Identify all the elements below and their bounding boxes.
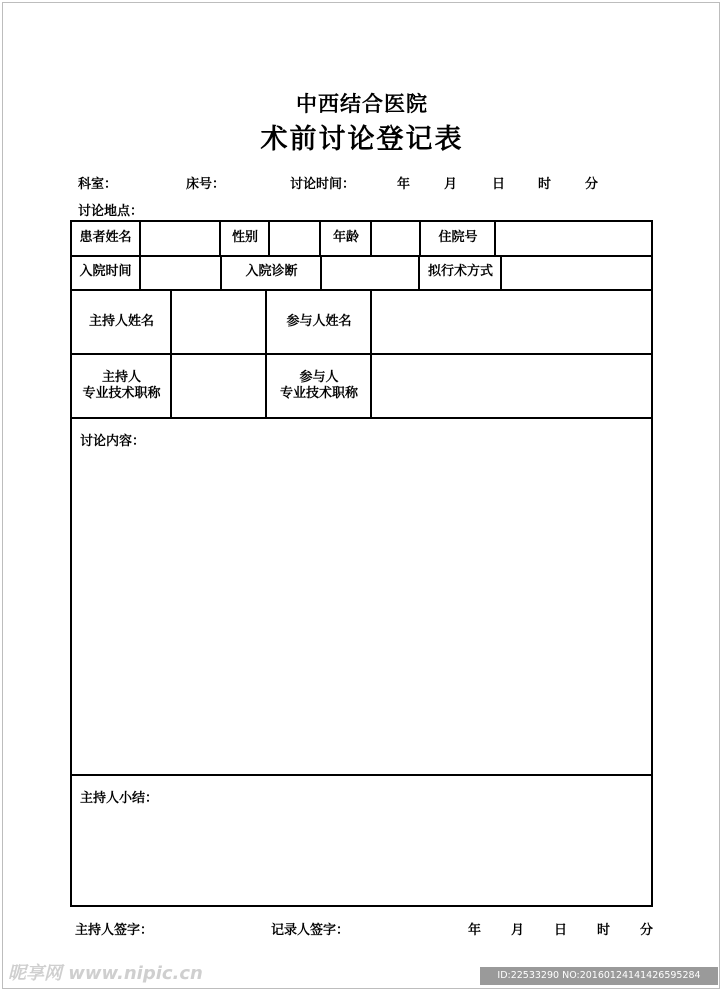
table-line xyxy=(70,220,653,222)
host-summary-label: 主持人小结： xyxy=(80,791,159,806)
watermark-brand: 昵享网 www.nipic.cn xyxy=(8,963,203,984)
hospital-number-label: 住院号 xyxy=(438,230,478,245)
host-title-line2: 专业技术职称 xyxy=(82,386,161,401)
table-line xyxy=(651,220,653,907)
bed-label: 床号： xyxy=(186,177,226,192)
admission-diagnosis-label: 入院诊断 xyxy=(245,264,298,279)
table-line xyxy=(70,417,653,419)
host-name-label: 主持人姓名 xyxy=(88,314,154,329)
footer-minute-label: 分 xyxy=(640,923,654,938)
participant-title-label xyxy=(267,370,371,402)
admission-time-label: 入院时间 xyxy=(79,264,132,279)
table-line xyxy=(70,289,653,291)
month-label: 月 xyxy=(444,177,458,192)
participant-title-line2: 专业技术职称 xyxy=(279,386,358,401)
minute-label: 分 xyxy=(585,177,599,192)
footer-month-label: 月 xyxy=(511,923,525,938)
table-line xyxy=(70,905,653,907)
day-label: 日 xyxy=(492,177,506,192)
watermark-id: ID:22533290 NO:20160124141426595284 xyxy=(480,967,718,985)
department-label: 科室： xyxy=(78,177,118,192)
planned-surgery-label: 拟行术方式 xyxy=(427,264,493,279)
hospital-name: 中西结合医院 xyxy=(296,92,428,116)
footer-day-label: 日 xyxy=(554,923,568,938)
host-title-line1: 主持人 xyxy=(101,370,141,385)
discussion-content-label: 讨论内容： xyxy=(80,434,146,449)
host-title-label xyxy=(72,370,171,402)
table-line xyxy=(70,353,653,355)
table-line xyxy=(70,774,653,776)
recorder-signature-label: 记录人签字： xyxy=(271,923,350,938)
year-label: 年 xyxy=(397,177,411,192)
patient-name-label: 患者姓名 xyxy=(79,230,132,245)
gender-label: 性别 xyxy=(231,230,258,245)
hour-label: 时 xyxy=(538,177,552,192)
participant-name-label: 参与人姓名 xyxy=(286,314,352,329)
discussion-location-label: 讨论地点： xyxy=(78,204,144,219)
discussion-time-label: 讨论时间： xyxy=(290,177,356,192)
footer-hour-label: 时 xyxy=(597,923,611,938)
table-line xyxy=(70,255,653,257)
host-signature-label: 主持人签字： xyxy=(75,923,154,938)
age-label: 年龄 xyxy=(332,230,359,245)
participant-title-line1: 参与人 xyxy=(299,370,339,385)
form-title: 术前讨论登记表 xyxy=(260,124,464,155)
footer-year-label: 年 xyxy=(468,923,482,938)
